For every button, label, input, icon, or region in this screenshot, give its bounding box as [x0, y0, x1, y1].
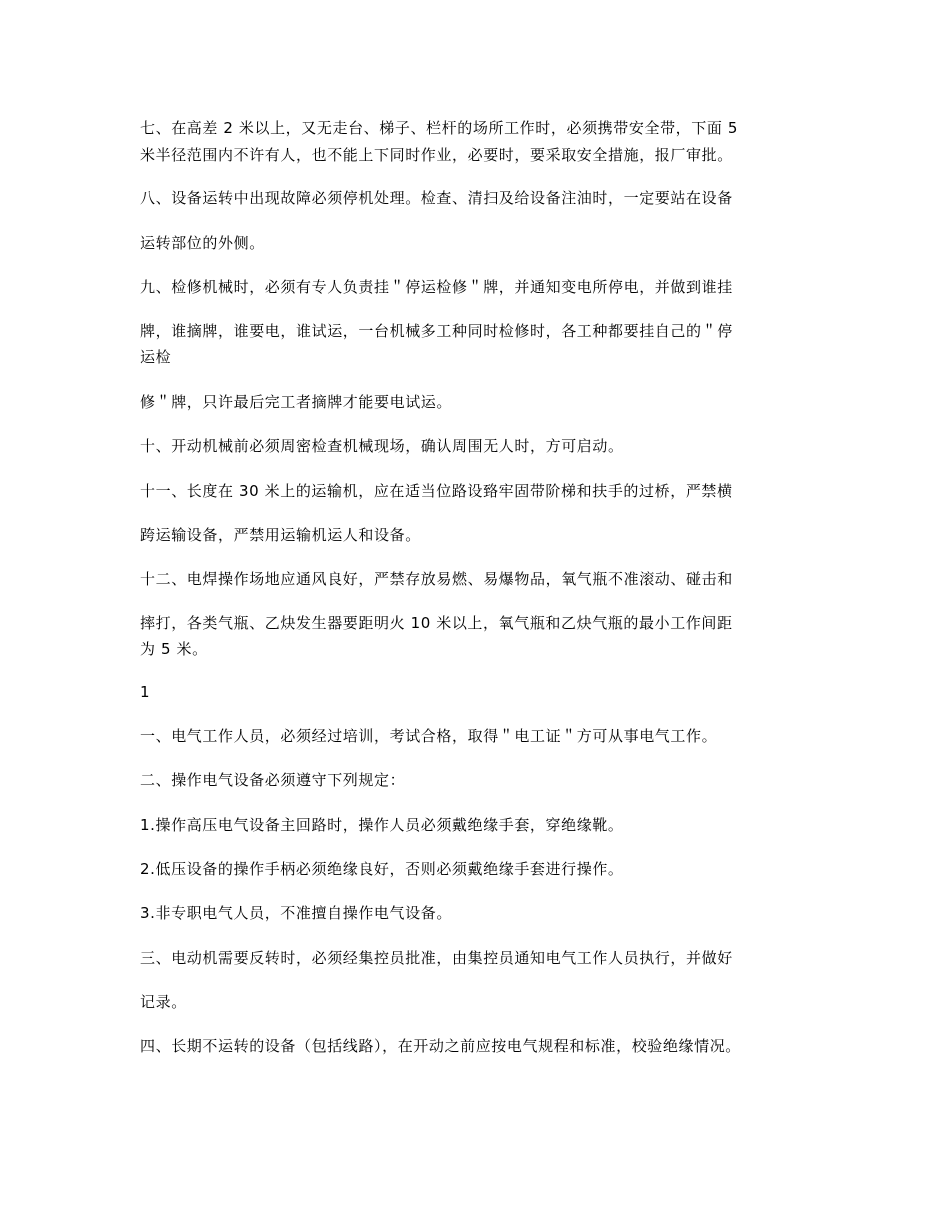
text-line: 运检	[140, 348, 172, 366]
text-line: 记录。	[140, 993, 187, 1011]
text-line: 十、开动机械前必须周密检查机械现场，确认周围无人时，方可启动。	[140, 437, 624, 455]
text-line: 十二、电焊操作场地应通风良好，严禁存放易燃、易爆物品，氧气瓶不准滚动、碰击和	[140, 570, 733, 588]
text-line: 三、电动机需要反转时，必须经集控员批准，由集控员通知电气工作人员执行，并做好	[140, 949, 733, 967]
text-line: 牌，谁摘牌，谁要电，谁试运，一台机械多工种同时检修时，各工种都要挂自己的＂停	[140, 322, 733, 340]
text-line: 修＂牌，只许最后完工者摘牌才能要电试运。	[140, 393, 453, 411]
text-line: 十一、长度在 30 米上的运输机，应在适当位路设臵牢固带阶梯和扶手的过桥，严禁横	[140, 482, 733, 500]
text-line: 3.非专职电气人员，不准擅自操作电气设备。	[140, 904, 452, 922]
text-line: 七、在高差 2 米以上，又无走台、梯子、栏杆的场所工作时，必须携带安全带，下面 5	[140, 119, 738, 137]
text-line: 八、设备运转中出现故障必须停机处理。检查、清扫及给设备注油时，一定要站在设备	[140, 189, 733, 207]
text-line: 二、操作电气设备必须遵守下列规定：	[140, 771, 406, 789]
text-line: 九、检修机械时，必须有专人负责挂＂停运检修＂牌，并通知变电所停电，并做到谁挂	[140, 278, 733, 296]
text-line: 四、长期不运转的设备（包括线路），在开动之前应按电气规程和标准，校验绝缘情况。	[140, 1037, 741, 1055]
text-line: 2.低压设备的操作手柄必须绝缘良好，否则必须戴绝缘手套进行操作。	[140, 860, 624, 878]
text-line: 米半径范围内不许有人，也不能上下同时作业，必要时，要采取安全措施，报厂审批。	[140, 146, 733, 164]
text-line: 跨运输设备，严禁用运输机运人和设备。	[140, 526, 421, 544]
text-line: 运转部位的外侧。	[140, 234, 265, 252]
text-line: 一、电气工作人员，必须经过培训，考试合格，取得＂电工证＂方可从事电气工作。	[140, 727, 718, 745]
text-line: 摔打，各类气瓶、乙炔发生器要距明火 10 米以上，氧气瓶和乙炔气瓶的最小工作间距	[140, 614, 733, 632]
text-line: 1.操作高压电气设备主回路时，操作人员必须戴绝缘手套，穿绝缘靴。	[140, 816, 624, 834]
page-number: 1	[140, 683, 151, 701]
text-line: 为 5 米。	[140, 640, 208, 658]
